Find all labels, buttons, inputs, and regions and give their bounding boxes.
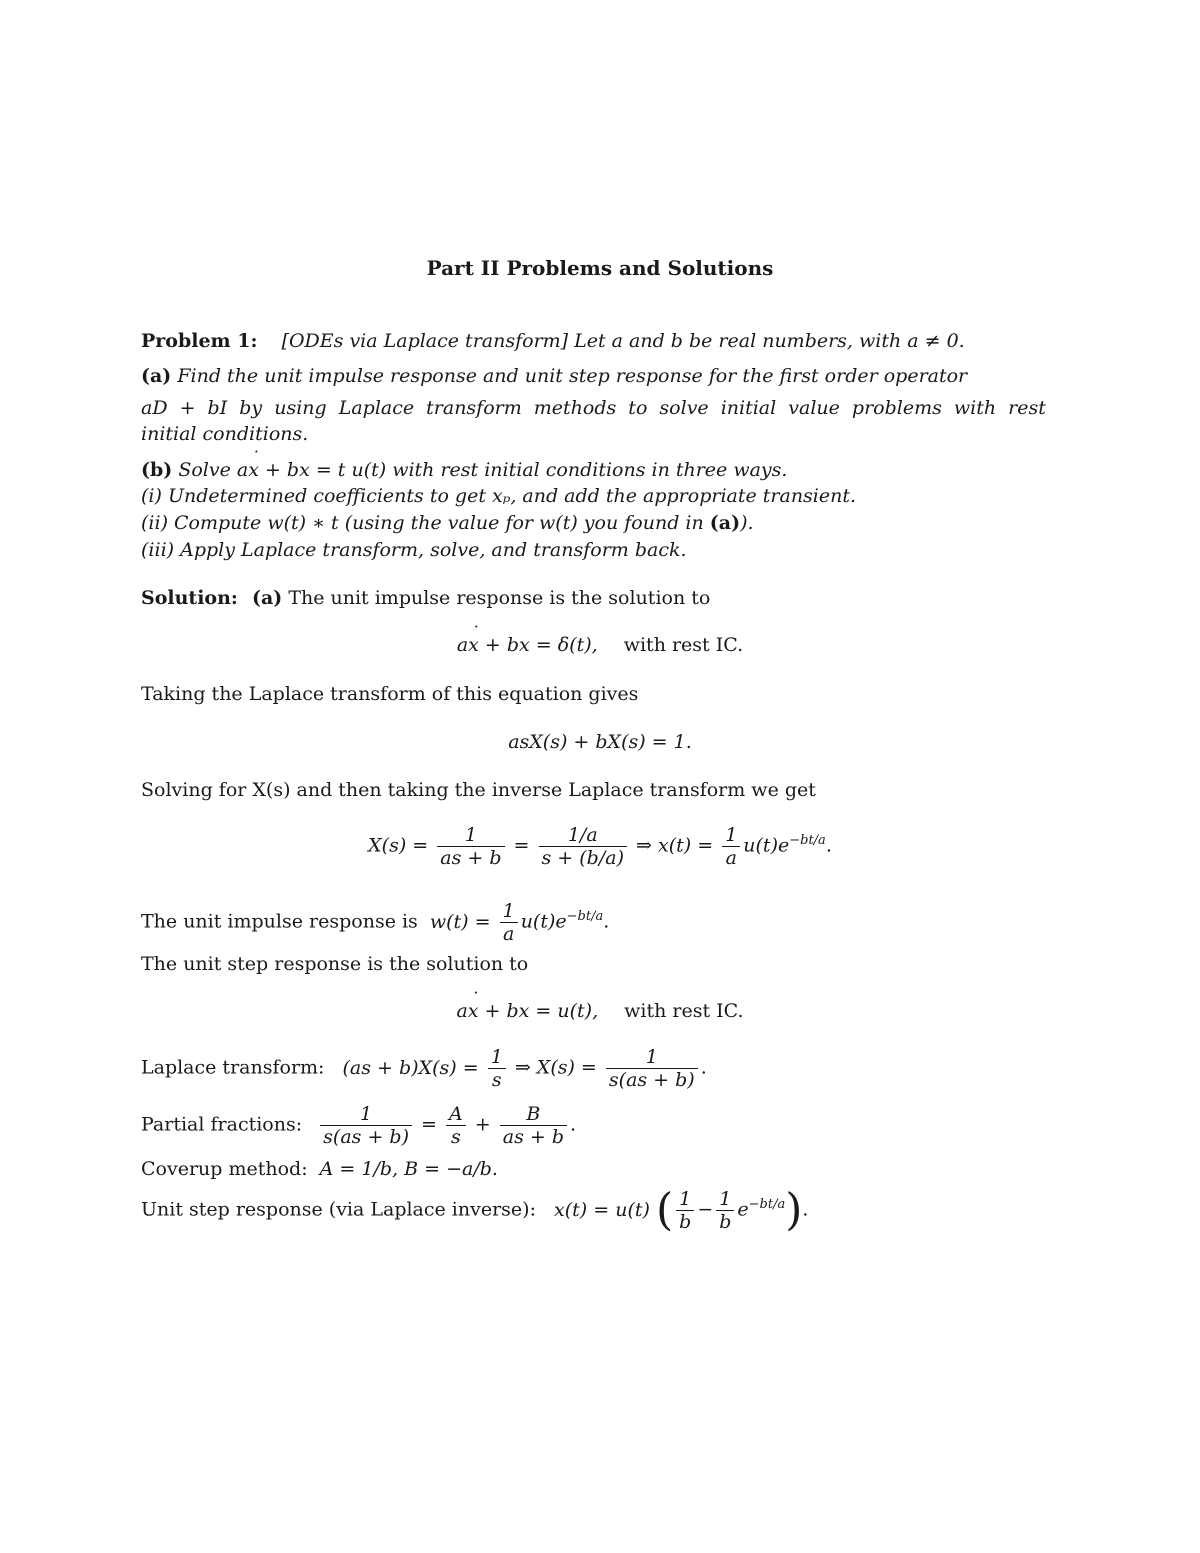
pf-den3: as + b (502, 1126, 565, 1148)
pf-end: . (570, 1113, 577, 1136)
eq4-lhs: + bx = u(t), (478, 1000, 599, 1022)
pf-den2: s (451, 1126, 461, 1148)
problem-ii-bold: (a) (709, 512, 741, 534)
problem-a-text1: Find the unit impulse response and unit step response for the first order operator (177, 365, 968, 387)
eq3-f3-num: 1 (722, 824, 740, 847)
pf-plus: + (474, 1113, 491, 1136)
us-e: e (737, 1198, 749, 1221)
impulse-end: . (603, 910, 610, 933)
eq3-lhs: X(s) = (368, 834, 429, 857)
pf-eq: = (421, 1113, 437, 1136)
lt-arrow: ⇒ X(s) = (514, 1056, 597, 1079)
eq3-f1-num: 1 (437, 824, 504, 847)
us-frac-1 (676, 1188, 694, 1233)
eq3-end: . (825, 834, 832, 857)
problem-b-text-pre: Solve a (178, 459, 249, 481)
equation-1: ax ˙ + bx = δ(t), with rest IC. (0, 633, 1200, 657)
us-expr: x(t) = u(t) (554, 1198, 650, 1221)
pf-frac-1 (320, 1103, 412, 1148)
pf-num1: 1 (320, 1103, 412, 1126)
x-dot-var-2: x ˙ (468, 634, 479, 656)
problem-ii-post: ). (740, 512, 754, 534)
problem-b-text-post: + bx = t u(t) with rest initial conditions in three ways. (258, 459, 788, 481)
problem-iii-line: (iii) Apply Laplace transform, solve, and transform back. (141, 539, 687, 561)
eq3-exp: −bt/a (789, 833, 826, 849)
eq3-eq: = (513, 834, 530, 857)
solution-label: Solution: (141, 587, 238, 609)
eq3-arrow: ⇒ x(t) = (636, 834, 714, 857)
problem-a-line2: aD + bI by using Laplace transform methods to solve initial value problems with rest (141, 397, 1046, 419)
problem-a-label: (a) (141, 365, 172, 387)
text-solving: Solving for X(s) and then taking the inverse Laplace transform we get (141, 779, 816, 801)
eq3-tail: u(t)e (743, 834, 790, 857)
impulse-num: 1 (500, 900, 518, 923)
us-den1: b (679, 1211, 692, 1233)
eq3-frac-3 (722, 824, 740, 869)
page-title: Part II Problems and Solutions (426, 256, 774, 280)
solution-a-label: (a) (251, 587, 283, 609)
problem-a-line3: initial conditions. (141, 423, 309, 445)
unit-step-line: Unit step response (via Laplace inverse): x(t) = u(t) ( $\frac{1}{b}$ − $\frac{1}{b}$ $e^{-bt/a}$). (141, 1184, 809, 1236)
lt-num: 1 (488, 1046, 506, 1069)
eq3-f2-den: s + (b/a) (541, 847, 624, 869)
eq1-lhs: + bx = δ(t), (478, 634, 598, 656)
us-end: . (802, 1198, 809, 1221)
step-intro: The unit step response is the solution to (141, 953, 529, 975)
us-label: Unit step response (via Laplace inverse): (141, 1198, 536, 1221)
problem-ii-pre: (ii) Compute w(t) ∗ t (using the value for w(t) you found in (141, 512, 710, 534)
equation-2: asX(s) + bX(s) = 1. (508, 731, 692, 753)
eq1-rhs: with rest IC. (623, 634, 744, 656)
impulse-frac (500, 900, 518, 945)
solution-intro: The unit impulse response is the solution to (288, 587, 711, 609)
eq3-frac-1 (437, 824, 504, 869)
text-laplace: Taking the Laplace transform of this equation gives (141, 683, 639, 705)
us-exp: −bt/a (748, 1197, 786, 1213)
impulse-w: w(t) = (429, 910, 491, 933)
lt-end: . (700, 1056, 707, 1079)
us-num2: 1 (716, 1188, 734, 1211)
problem-a-line1 (141, 364, 967, 388)
lt-frac-1 (488, 1046, 506, 1091)
x-dot-var: x ˙ (248, 459, 259, 481)
pf-label: Partial fractions: (141, 1113, 303, 1136)
solution-intro-line (141, 586, 710, 610)
lt-frac-2 (606, 1046, 698, 1091)
partial-fractions-line (141, 1103, 576, 1148)
eq3-f2-num: 1/a (539, 824, 627, 847)
pf-frac-2 (446, 1103, 466, 1148)
problem-intro: [ODEs via Laplace transform] Let a and b be real numbers, with a ≠ 0. (281, 330, 965, 352)
us-num1: 1 (676, 1188, 694, 1211)
problem-intro-line (141, 329, 965, 353)
pf-den1: s(as + b) (323, 1126, 409, 1148)
impulse-response-line (141, 900, 609, 945)
equation-3 (0, 824, 1200, 869)
impulse-pre: The unit impulse response is (141, 910, 418, 933)
problem-b-label: (b) (141, 459, 173, 481)
eq4-rhs: with rest IC. (624, 1000, 744, 1022)
us-minus: − (697, 1198, 714, 1221)
pf-num3: B (500, 1103, 567, 1126)
impulse-tail: u(t)e (520, 910, 567, 933)
cu-label: Coverup method: (141, 1158, 308, 1180)
pf-frac-3 (500, 1103, 567, 1148)
eq3-frac-2 (539, 824, 627, 869)
problem-b-line (141, 458, 787, 482)
equation-4: ax ˙ + bx = u(t), with rest IC. (0, 999, 1200, 1023)
problem-i-line: (i) Undetermined coefficients to get xₚ, and add the appropriate transient. (141, 485, 857, 507)
impulse-exp: −bt/a (566, 909, 604, 925)
cu-expr: A = 1/b, B = −a/b. (319, 1158, 498, 1180)
eq3-f1-den: as + b (440, 847, 502, 869)
lt-label: Laplace transform: (141, 1056, 325, 1079)
lt-den2: s(as + b) (608, 1069, 695, 1091)
impulse-den: a (502, 923, 515, 945)
lt-num2: 1 (606, 1046, 698, 1069)
pf-num2: A (446, 1103, 466, 1126)
lt-den: s (491, 1069, 502, 1091)
problem-label: Problem 1: (141, 330, 258, 352)
laplace-transform-line (141, 1046, 707, 1091)
coverup-line (141, 1157, 498, 1181)
us-frac-2 (716, 1188, 734, 1233)
us-den2: b (719, 1211, 732, 1233)
problem-ii-line (141, 511, 754, 535)
x-dot-var-3: x ˙ (468, 1000, 479, 1022)
eq3-f3-den: a (725, 847, 737, 869)
lt-expr: (as + b)X(s) = (342, 1056, 479, 1079)
